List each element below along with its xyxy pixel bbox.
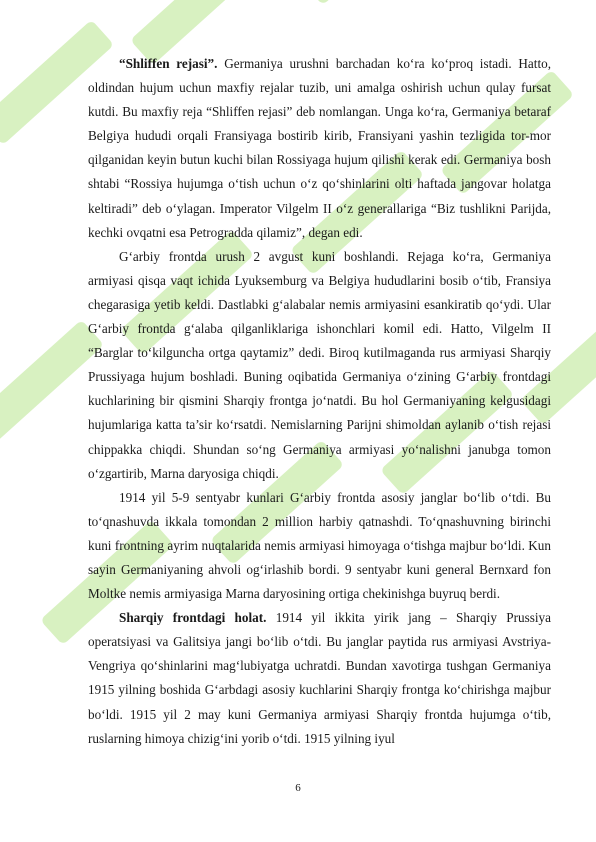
page-number: 6: [295, 782, 301, 794]
paragraph-heading: “Shliffen rejasi”.: [119, 56, 218, 71]
paragraph-eastern-front: [88, 606, 551, 751]
paragraph-shliffen-plan: [88, 52, 551, 245]
watermark-stroke: [300, 0, 434, 5]
paragraph-western-front: [88, 245, 551, 486]
page-body: [88, 52, 551, 751]
paragraph-text: 1914 yil ikkita yirik jang – Sharqiy Prussiya operatsiyasi va Galitsiya jangi bo‘lib o‘tdi. Bu janglar paytida rus armiyasi Avstriya-Vengriya qo‘shinlarini mag‘lubiyatga uchratdi. Bundan xavotirga tushgan Germaniya 1915 yilning boshida G‘arbdagi asosiy kuchlarini Sharqiy frontga ko‘chirishga majbur bo‘ldi. 1915 yil 2 may kuni Germaniya armiyasi Sharqiy frontda hujumga o‘tib, ruslarning himoya chizig‘ini yorib o‘tdi. 1915 yilning iyul: [88, 610, 551, 746]
paragraph-heading: Sharqiy frontdagi holat.: [119, 610, 267, 626]
paragraph-text: 1914 yil 5-9 sentyabr kunlari G‘arbiy frontda asosiy janglar bo‘lib o‘tdi. Bu to‘qnashuvda ikkala tomondan 2 million harbiy qatnashdi. To‘qnashuvning birinchi kuni frontning ayrim nuqtalarida nemis armiyasi himoyaga o‘tishga majbur bo‘ldi. Kun sayin Germaniyaning ahvoli og‘irlashib bordi. 9 sentyabr kuni general Bernxard fon Moltke nemis armiyasiga Marna daryosining ortiga chekinishga buyruq berdi.: [88, 489, 551, 602]
paragraph-marne-battle: [88, 486, 551, 606]
paragraph-text: Germaniya urushni barchadan ko‘ra ko‘proq istadi. Hatto, oldindan hujum uchun maxfiy rejalar tuzib, uni amalga oshirish uchun qulay fursat kutdi. Bu maxfiy reja “Shliffen rejasi” deb nomlangan. Unga ko‘ra, Germaniya betaraf Belgiya hududi orqali Fransiyaga bostirib kirib, Fransiyani yashin tezligida tor-mor qilganidan keyin butun kuchi bilan Rossiyaga hujum qilishi kerak edi. Germaniya bosh shtabi “Rossiya hujumga o‘tish uchun o‘z qo‘shinlarini olti haftada jangovar holatga keltiradi” deb o‘ylagan. Imperator Vilgelm II o‘z generallariga “Biz tushlikni Parijda, kechki ovqatni esa Petrogradda qilamiz”, degan edi.: [88, 56, 551, 240]
paragraph-text: G‘arbiy frontda urush 2 avgust kuni boshlandi. Rejaga ko‘ra, Germaniya armiyasi qisqa vaqt ichida Lyuksemburg va Belgiya hududlarini bosib o‘tib, Fransiya chegarasiga yetib keldi. Dastlabki g‘alabalar nemis armiyasini esankiratib qo‘ydi. Ular G‘arbiy frontda g‘alaba qilganliklariga ishonchlari komil edi. Hatto, Vilgelm II “Barglar to‘kilguncha ortga qaytamiz” dedi. Biroq kutilmaganda rus armiyasi Sharqiy Prussiyaga hujum boshladi. Buning oqibatida Germaniya o‘zining G‘arbiy frontdagi kuchlarining bir qismini Sharqiy frontga jo‘natdi. Bu hol Germaniyaning kelgusidagi hujumlariga katta ta’sir ko‘rsatdi. Nemislarning Parijni shimoldan aylanib o‘tish rejasi chippakka chiqdi. Shundan so‘ng Germaniya armiyasi yo‘nalishni janubga tomon o‘zgartirib, Marna daryosiga chiqdi.: [88, 248, 551, 481]
